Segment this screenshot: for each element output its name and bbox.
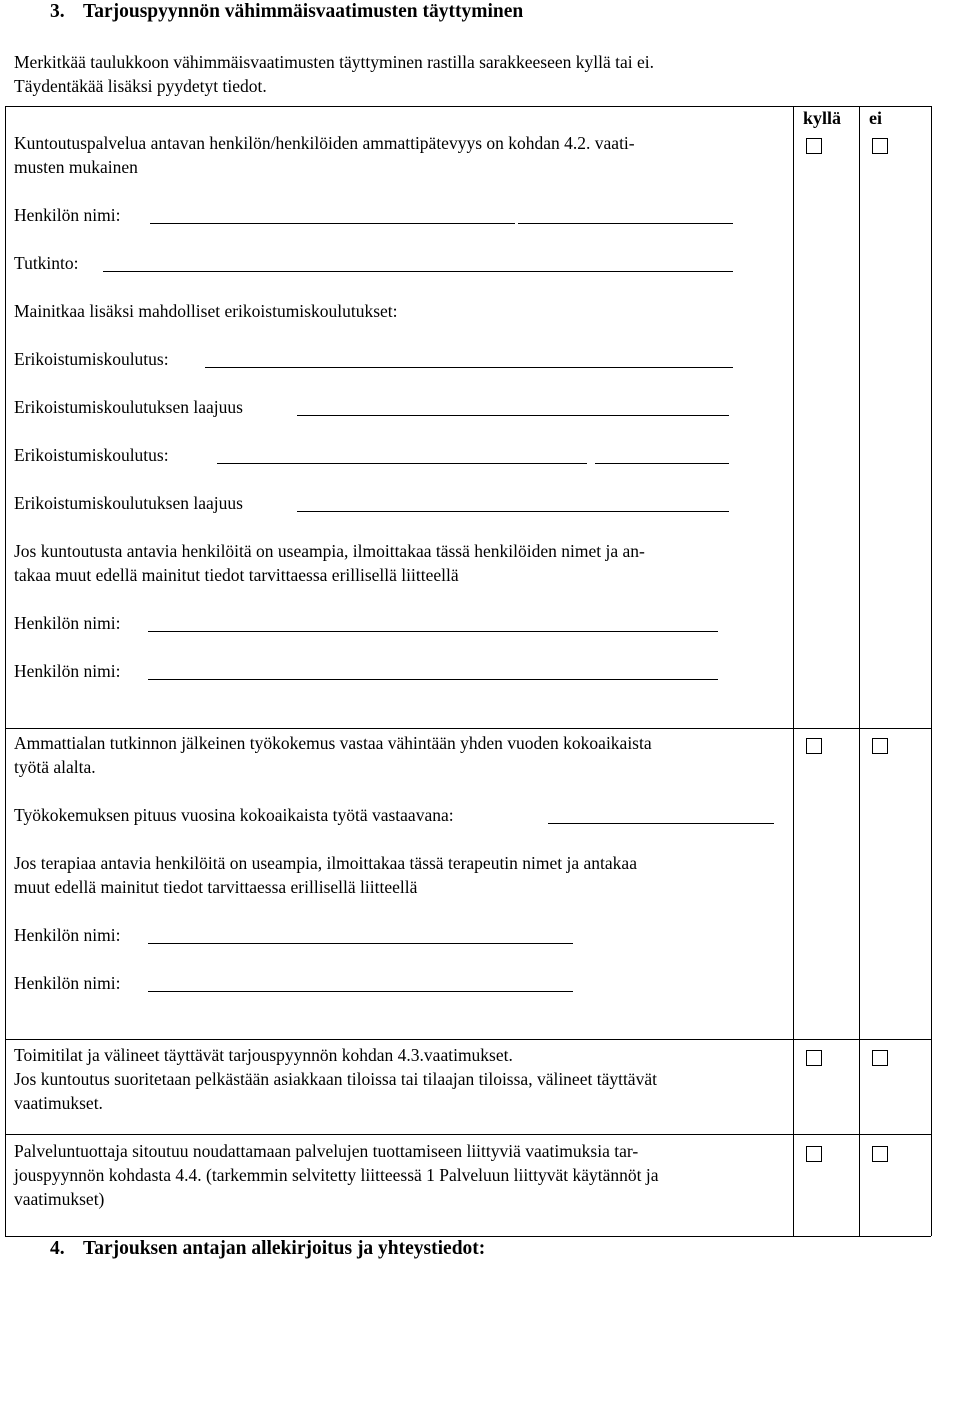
table-right-border	[931, 106, 932, 1236]
table-bottom-border	[5, 1236, 931, 1237]
row1-person-name-field-extra[interactable]	[518, 223, 733, 224]
row1-degree-field[interactable]	[103, 271, 733, 272]
row1-spec2-label: Erikoistumiskoulutus:	[14, 445, 169, 465]
row1-spec2-scope-field[interactable]	[297, 511, 729, 512]
column-header-yes: kyllä	[803, 108, 842, 128]
column-divider-no	[859, 106, 860, 1236]
row2-name-b-label: Henkilön nimi:	[14, 973, 121, 993]
row1-name-b-field[interactable]	[148, 679, 718, 680]
row3-line-3: vaatimukset.	[14, 1093, 103, 1113]
row4-line-3: vaatimukset)	[14, 1189, 105, 1209]
row1-spec2-field-extra[interactable]	[595, 463, 729, 464]
row2-multi-note-line-2: muut edellä mainitut tiedot tarvittaessa erillisellä liitteellä	[14, 877, 418, 897]
row4-no-checkbox[interactable]	[872, 1146, 888, 1162]
row4-line-1: Palveluntuottaja sitoutuu noudattamaan palvelujen tuottamiseen liittyviä vaatimuksia tar-	[14, 1141, 639, 1161]
row1-requirement-line-2: musten mukainen	[14, 157, 138, 177]
row1-requirement-line-1: Kuntoutuspalvelua antavan henkilön/henkilöiden ammattipätevyys on kohdan 4.2. vaati-	[14, 133, 635, 153]
row1-spec1-scope-label: Erikoistumiskoulutuksen laajuus	[14, 397, 243, 417]
section-4-number: 4.	[50, 1238, 65, 1259]
row1-person-name-label: Henkilön nimi:	[14, 205, 121, 225]
row1-spec2-scope-label: Erikoistumiskoulutuksen laajuus	[14, 493, 243, 513]
intro-line-1: Merkitkää taulukkoon vähimmäisvaatimusten täyttyminen rastilla sarakkeeseen kyllä tai ei.	[14, 52, 655, 72]
row2-experience-field[interactable]	[548, 823, 774, 824]
row3-line-1: Toimitilat ja välineet täyttävät tarjouspyynnön kohdan 4.3.vaatimukset.	[14, 1045, 513, 1065]
row3-no-checkbox[interactable]	[872, 1050, 888, 1066]
row1-name-a-label: Henkilön nimi:	[14, 613, 121, 633]
row1-name-a-field[interactable]	[148, 631, 718, 632]
row1-spec1-field[interactable]	[205, 367, 733, 368]
row1-spec2-field[interactable]	[217, 463, 587, 464]
row2-name-a-label: Henkilön nimi:	[14, 925, 121, 945]
column-divider-yes	[793, 106, 794, 1236]
row1-degree-label: Tutkinto:	[14, 253, 79, 273]
row1-name-b-label: Henkilön nimi:	[14, 661, 121, 681]
row1-multi-note-line-1: Jos kuntoutusta antavia henkilöitä on useampia, ilmoittakaa tässä henkilöiden nimet ja an-	[14, 541, 645, 561]
row2-requirement-line-1: Ammattialan tutkinnon jälkeinen työkokemus vastaa vähintään yhden vuoden kokoaikaista	[14, 733, 652, 753]
row3-yes-checkbox[interactable]	[806, 1050, 822, 1066]
row1-yes-checkbox[interactable]	[806, 138, 822, 154]
row2-name-b-field[interactable]	[148, 991, 573, 992]
row4-yes-checkbox[interactable]	[806, 1146, 822, 1162]
row1-spec1-scope-field[interactable]	[297, 415, 729, 416]
row1-no-checkbox[interactable]	[872, 138, 888, 154]
row2-requirement-line-2: työtä alalta.	[14, 757, 96, 777]
row1-person-name-field[interactable]	[150, 223, 515, 224]
row2-multi-note-line-1: Jos terapiaa antavia henkilöitä on useampia, ilmoittakaa tässä terapeutin nimet ja antakaa	[14, 853, 637, 873]
section-4-title: Tarjouksen antajan allekirjoitus ja yhteystiedot:	[83, 1238, 486, 1259]
row4-line-2: jouspyynnön kohdasta 4.4. (tarkemmin selvitetty liitteessä 1 Palveluun liittyvät käytännöt ja	[14, 1165, 659, 1185]
row2-name-a-field[interactable]	[148, 943, 573, 944]
row1-specializations-note: Mainitkaa lisäksi mahdolliset erikoistumiskoulutukset:	[14, 301, 398, 321]
row3-line-2: Jos kuntoutus suoritetaan pelkästään asiakkaan tiloissa tai tilaajan tiloissa, välineet täyttävät	[14, 1069, 657, 1089]
row2-no-checkbox[interactable]	[872, 738, 888, 754]
column-header-no: ei	[869, 108, 882, 128]
intro-line-2: Täydentäkää lisäksi pyydetyt tiedot.	[14, 76, 267, 96]
row1-multi-note-line-2: takaa muut edellä mainitut tiedot tarvittaessa erillisellä liitteellä	[14, 565, 459, 585]
section-3-title: Tarjouspyynnön vähimmäisvaatimusten täyttyminen	[83, 1, 524, 22]
section-3-number: 3.	[50, 1, 65, 22]
row2-experience-label: Työkokemuksen pituus vuosina kokoaikaista työtä vastaavana:	[14, 805, 454, 825]
row1-spec1-label: Erikoistumiskoulutus:	[14, 349, 169, 369]
table-left-border	[5, 106, 6, 1236]
row2-yes-checkbox[interactable]	[806, 738, 822, 754]
